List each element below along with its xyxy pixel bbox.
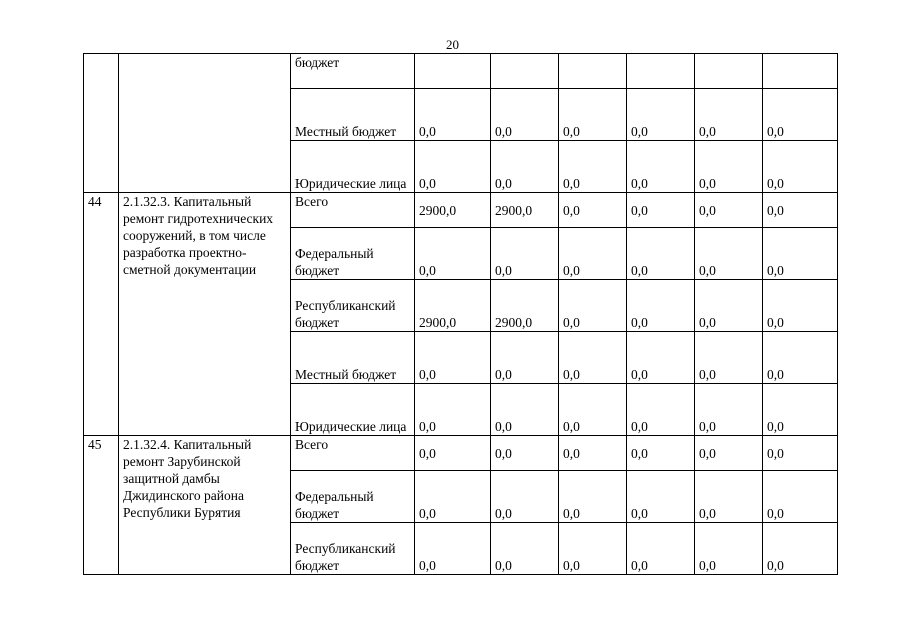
funding-source: бюджет (291, 54, 415, 89)
value-cell: 0,0 (695, 89, 763, 141)
value-cell: 0,0 (491, 332, 559, 384)
value-cell: 0,0 (627, 193, 695, 228)
measure-name: 2.1.32.4. Капитальный ремонт Зарубинской защитной дамбы Джидинского района Республики Бурятия (119, 436, 291, 575)
value-cell: 0,0 (627, 141, 695, 193)
value-cell (627, 54, 695, 89)
value-cell: 0,0 (559, 141, 627, 193)
value-cell: 0,0 (695, 228, 763, 280)
value-cell: 0,0 (627, 384, 695, 436)
value-cell: 0,0 (763, 332, 838, 384)
measure-name (119, 54, 291, 193)
value-cell: 0,0 (763, 89, 838, 141)
funding-source: Юридические лица (291, 141, 415, 193)
value-cell: 0,0 (695, 384, 763, 436)
value-cell: 0,0 (627, 89, 695, 141)
row-number: 45 (84, 436, 119, 575)
value-cell: 0,0 (627, 280, 695, 332)
funding-source: Местный бюджет (291, 89, 415, 141)
funding-source: Федеральный бюджет (291, 228, 415, 280)
value-cell: 0,0 (695, 332, 763, 384)
funding-source: Юридические лица (291, 384, 415, 436)
value-cell: 2900,0 (491, 280, 559, 332)
value-cell: 2900,0 (415, 193, 491, 228)
value-cell: 0,0 (491, 228, 559, 280)
table-row (84, 54, 838, 89)
value-cell (763, 54, 838, 89)
value-cell: 0,0 (559, 280, 627, 332)
funding-source: Всего (291, 193, 415, 228)
value-cell: 0,0 (491, 384, 559, 436)
value-cell: 0,0 (763, 228, 838, 280)
value-cell: 0,0 (695, 523, 763, 575)
value-cell: 0,0 (491, 523, 559, 575)
value-cell: 0,0 (491, 471, 559, 523)
value-cell: 0,0 (763, 141, 838, 193)
value-cell: 0,0 (559, 89, 627, 141)
value-cell: 0,0 (415, 141, 491, 193)
value-cell: 0,0 (415, 436, 491, 471)
value-cell: 0,0 (763, 193, 838, 228)
value-cell: 0,0 (627, 436, 695, 471)
table-row (84, 436, 838, 471)
value-cell: 0,0 (491, 89, 559, 141)
value-cell: 0,0 (695, 436, 763, 471)
value-cell: 0,0 (491, 141, 559, 193)
value-cell: 0,0 (695, 471, 763, 523)
value-cell: 0,0 (415, 471, 491, 523)
value-cell: 0,0 (415, 89, 491, 141)
page-number: 20 (446, 37, 459, 52)
table-row (84, 193, 838, 228)
value-cell: 0,0 (559, 436, 627, 471)
value-cell: 0,0 (627, 471, 695, 523)
funding-source: Всего (291, 436, 415, 471)
value-cell: 0,0 (627, 523, 695, 575)
value-cell: 2900,0 (415, 280, 491, 332)
value-cell: 0,0 (763, 280, 838, 332)
value-cell (559, 54, 627, 89)
value-cell: 0,0 (763, 384, 838, 436)
funding-source: Республиканский бюджет (291, 523, 415, 575)
value-cell (491, 54, 559, 89)
value-cell: 0,0 (559, 384, 627, 436)
budget-table (83, 53, 838, 575)
value-cell (695, 54, 763, 89)
value-cell: 0,0 (559, 332, 627, 384)
value-cell: 0,0 (559, 523, 627, 575)
value-cell: 0,0 (415, 228, 491, 280)
value-cell: 0,0 (491, 436, 559, 471)
value-cell: 0,0 (415, 332, 491, 384)
value-cell: 2900,0 (491, 193, 559, 228)
value-cell: 0,0 (763, 523, 838, 575)
value-cell: 0,0 (695, 141, 763, 193)
row-number (84, 54, 119, 193)
row-number: 44 (84, 193, 119, 436)
value-cell: 0,0 (763, 471, 838, 523)
value-cell: 0,0 (415, 523, 491, 575)
value-cell: 0,0 (559, 193, 627, 228)
value-cell: 0,0 (695, 193, 763, 228)
value-cell: 0,0 (763, 436, 838, 471)
value-cell: 0,0 (627, 228, 695, 280)
funding-source: Федеральный бюджет (291, 471, 415, 523)
value-cell: 0,0 (559, 471, 627, 523)
funding-source: Республиканский бюджет (291, 280, 415, 332)
measure-name: 2.1.32.3. Капитальный ремонт гидротехнических сооружений, в том числе разработка проектно-сметной документации (119, 193, 291, 436)
value-cell: 0,0 (415, 384, 491, 436)
value-cell (415, 54, 491, 89)
value-cell: 0,0 (559, 228, 627, 280)
funding-source: Местный бюджет (291, 332, 415, 384)
value-cell: 0,0 (695, 280, 763, 332)
value-cell: 0,0 (627, 332, 695, 384)
